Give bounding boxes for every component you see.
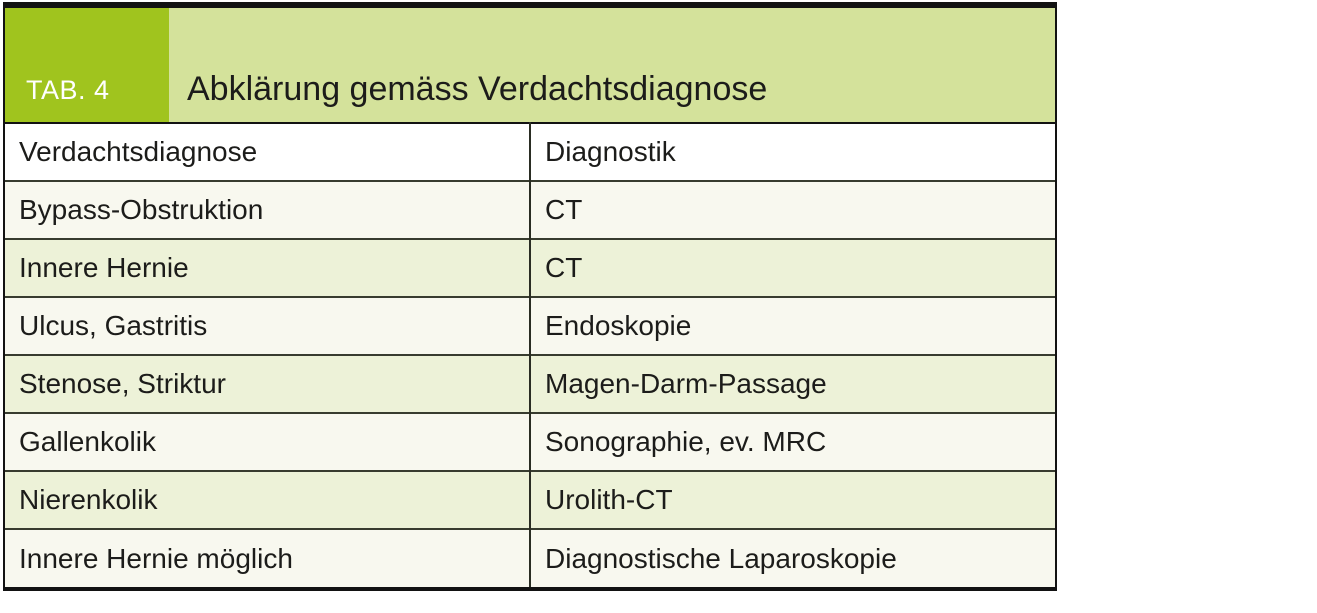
table-number-label: TAB. 4 (26, 75, 110, 105)
table-row (5, 413, 1055, 471)
cell-diagnostik: CT (530, 239, 1055, 297)
cell-verdachtsdiagnose: Ulcus, Gastritis (19, 310, 208, 341)
figure-header (5, 8, 1055, 122)
cell-diagnostik: Endoskopie (530, 297, 1055, 355)
table-row (5, 181, 1055, 239)
table-row (5, 529, 1055, 587)
cell-diagnostik: Diagnostische Laparoskopie (530, 529, 1055, 587)
figure-title: Abklärung gemäss Verdachtsdiagnose (187, 70, 768, 108)
cell-verdachtsdiagnose: Stenose, Striktur (19, 368, 226, 399)
table-row (5, 297, 1055, 355)
table-figure (3, 2, 1057, 591)
cell-verdachtsdiagnose: Gallenkolik (19, 426, 156, 457)
table-row (5, 471, 1055, 529)
cell-verdachtsdiagnose: Nierenkolik (19, 484, 158, 515)
column-header-diagnostik: Diagnostik (530, 123, 1055, 181)
cell-diagnostik: Urolith-CT (530, 471, 1055, 529)
cell-verdachtsdiagnose: Innere Hernie möglich (19, 542, 293, 574)
cell-verdachtsdiagnose: Bypass-Obstruktion (19, 194, 264, 225)
table-row (5, 239, 1055, 297)
cell-diagnostik: Magen-Darm-Passage (530, 355, 1055, 413)
diagnosis-table (5, 122, 1055, 587)
column-header-verdachtsdiagnose: Verdachtsdiagnose (19, 136, 258, 167)
table-body (5, 181, 1055, 587)
table-number-badge (5, 8, 169, 122)
cell-diagnostik: Sonographie, ev. MRC (530, 413, 1055, 471)
figure-title-bar (169, 8, 1055, 122)
table-header-row (5, 123, 1055, 181)
table-head (5, 123, 1055, 181)
cell-verdachtsdiagnose: Innere Hernie (19, 252, 189, 283)
table-row (5, 355, 1055, 413)
cell-diagnostik: CT (530, 181, 1055, 239)
